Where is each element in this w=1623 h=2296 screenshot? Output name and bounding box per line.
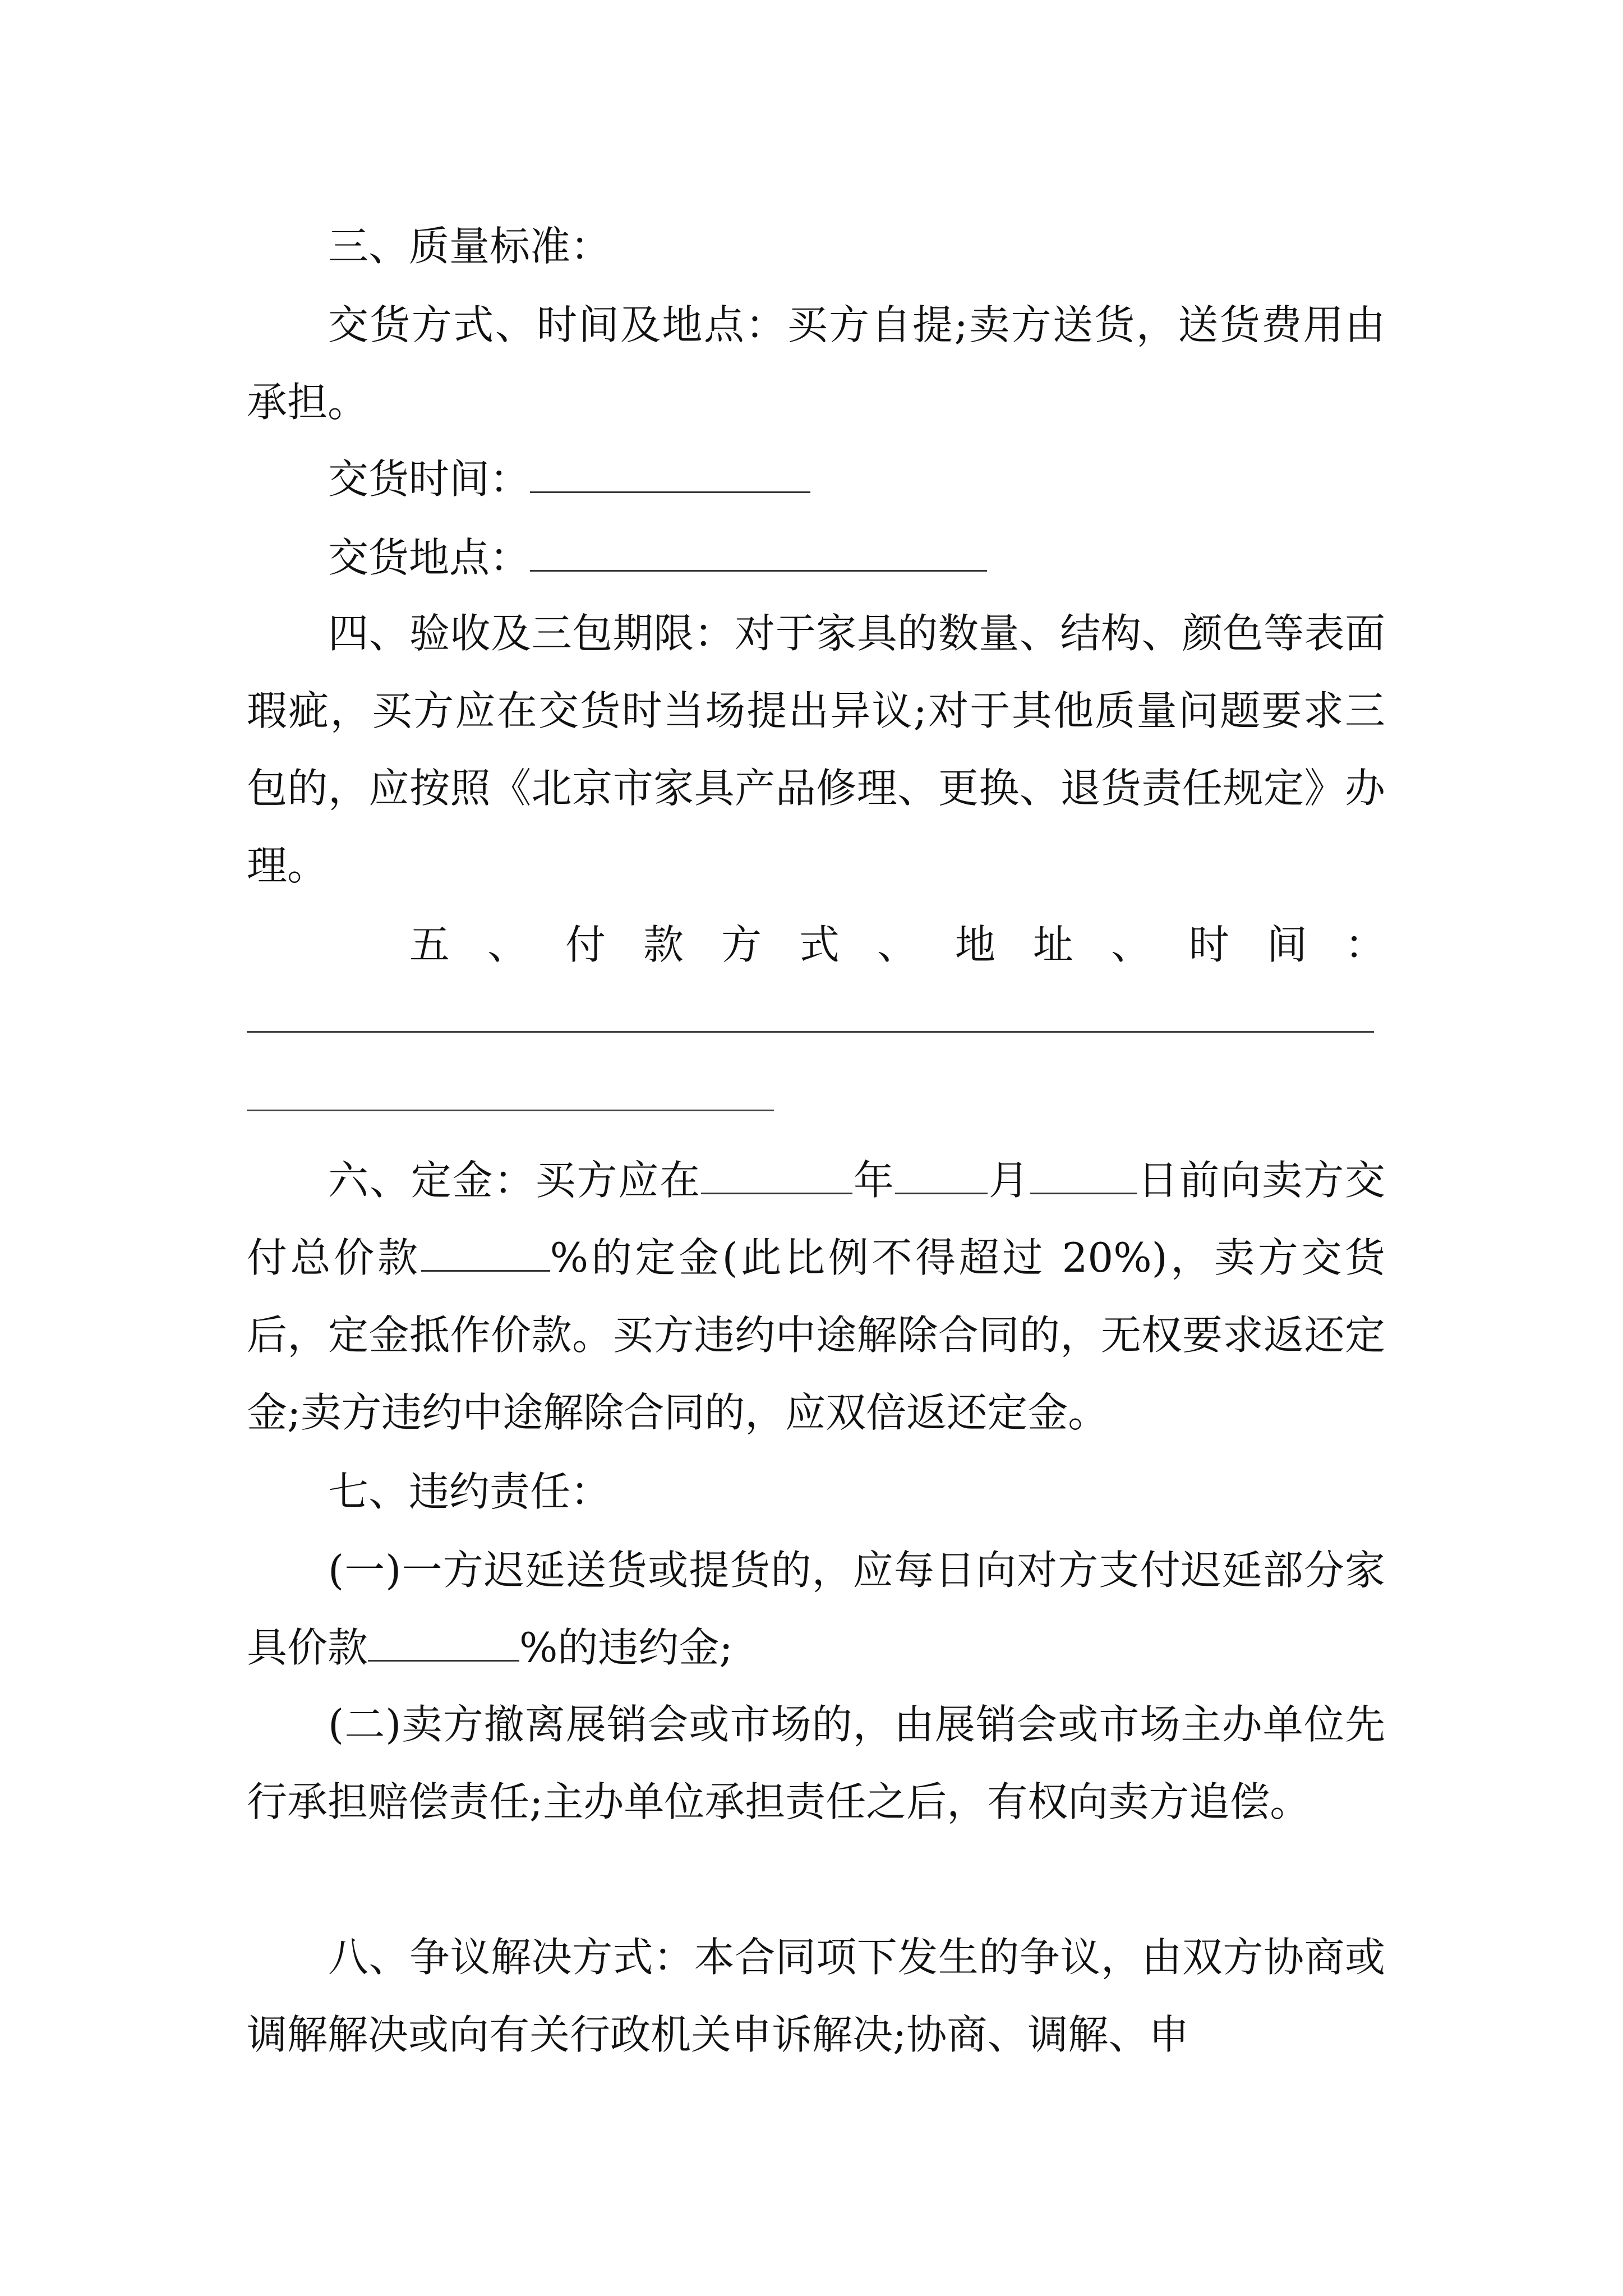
s5-char: 址 (1032, 921, 1073, 968)
s5-char: ： (1344, 921, 1385, 968)
section4-text: 四、验收及三包期限：对于家具的数量、结构、颜色等表面瑕疵，买方应在交货时当场提出异议;对于其他质量问题要求三包的，应按照《北京市家具产品修理、更换、退货责任规定》办理。 (247, 610, 1385, 889)
section7-heading: 七、违约责任： (328, 1468, 611, 1515)
section7-item1 (247, 1531, 1385, 1686)
s5-char: 地 (955, 921, 995, 968)
s7-item1-b: %的违约金; (519, 1624, 733, 1671)
s5-char: 、 (877, 921, 917, 968)
section5-blank-line-2[interactable] (247, 1110, 774, 1111)
section5-blank-line-1[interactable] (247, 1031, 1374, 1033)
delivery-time-label: 交货时间： (328, 455, 531, 503)
section3-heading: 三、质量标准： (328, 223, 611, 270)
s5-char: 间 (1266, 921, 1307, 968)
penalty-percent-blank[interactable] (368, 1623, 519, 1662)
section6-text (247, 1142, 1385, 1451)
s7-item1-a: (一)一方迟延送货或提货的，应每日向对方支付迟延部分家具价款 (247, 1547, 1385, 1671)
s5-char: 付 (565, 921, 606, 968)
delivery-time-blank[interactable] (530, 455, 810, 493)
delivery-place-label: 交货地点： (328, 534, 531, 581)
s5-char: 款 (643, 921, 684, 968)
s6-day-before: 日前向卖方交付总价款 (247, 1157, 1385, 1281)
delivery-time-row (328, 440, 810, 518)
s6-year: 年 (852, 1157, 895, 1204)
s6-month: 月 (987, 1157, 1030, 1204)
deposit-percent-blank[interactable] (421, 1234, 550, 1272)
s5-char: 、 (1110, 921, 1151, 968)
section7-item2: (二)卖方撤离展销会或市场的，由展销会或市场主办单位先行承担赔偿责任;主办单位承担责任之后，有权向卖方追偿。 (247, 1701, 1385, 1825)
delivery-place-row (328, 519, 987, 596)
section3-delivery: 交货方式、时间及地点：买方自提;卖方送货，送货费用由承担。 (247, 301, 1385, 426)
delivery-place-blank[interactable] (530, 533, 987, 572)
deposit-year-blank[interactable] (701, 1156, 852, 1194)
s5-char: 时 (1188, 921, 1229, 968)
section5-heading (247, 906, 1385, 983)
deposit-day-blank[interactable] (1030, 1156, 1137, 1194)
section8-text: 八、争议解决方式：本合同项下发生的争议，由双方协商或调解解决或向有关行政机关申诉解决;协商、调解、申 (247, 1934, 1385, 2058)
s5-char: 式 (799, 921, 840, 968)
deposit-month-blank[interactable] (895, 1156, 988, 1194)
s6-part1: 六、定金：买方应在 (328, 1157, 702, 1204)
s6-part2: %的定金(此比例不得超过 20%)，卖方交货后，定金抵作价款。买方违约中途解除合同的，无权要求返还定金;卖方违约中途解除合同的，应双倍返还定金。 (247, 1234, 1385, 1436)
s5-char: 、 (487, 921, 528, 968)
s5-char: 方 (721, 921, 762, 968)
s5-char: 五 (409, 921, 450, 968)
